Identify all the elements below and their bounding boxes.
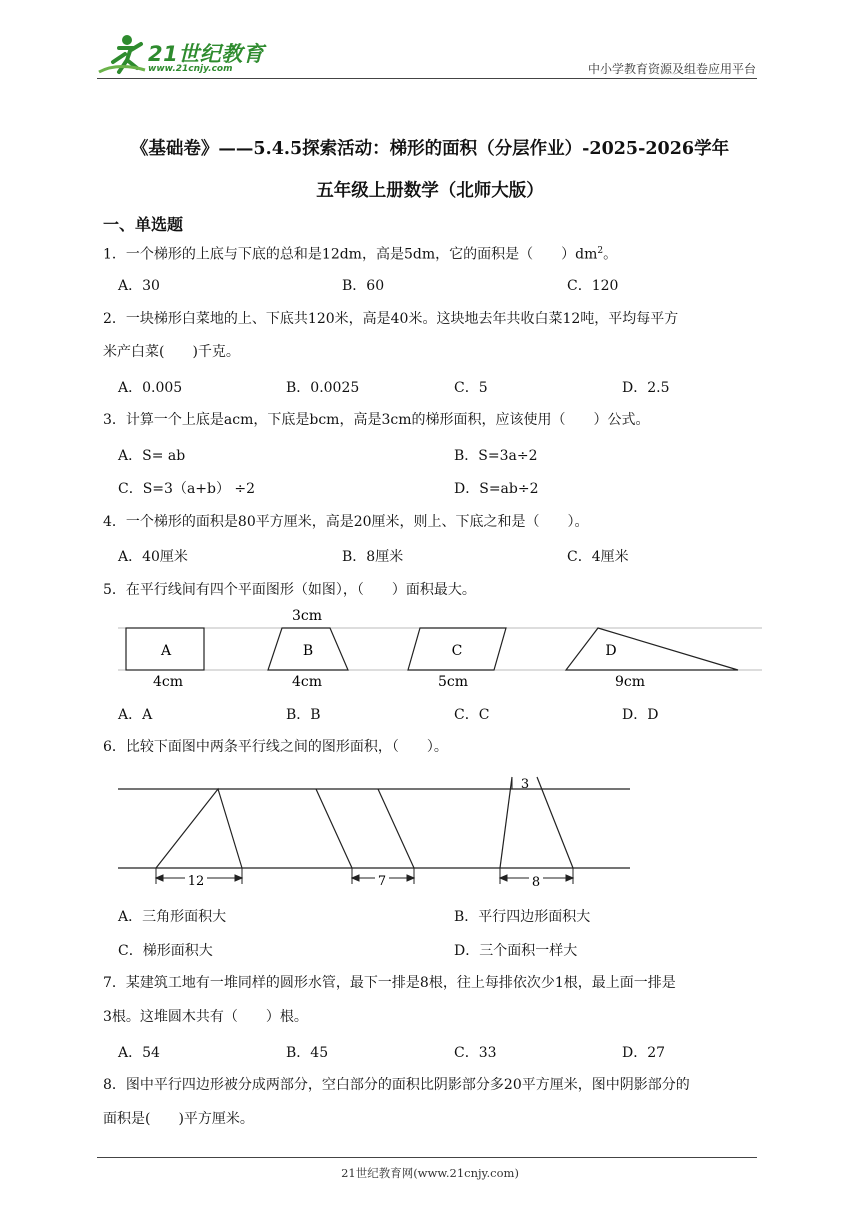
label-8: 8 [531, 875, 541, 890]
question-2-line2: 米产白菜( )千克。 [103, 344, 240, 360]
runner-logo-icon [97, 32, 147, 76]
q6-option-c[interactable]: C．梯形面积大 [118, 943, 213, 959]
q7-option-a[interactable]: A．54 [118, 1045, 160, 1061]
q6-option-b[interactable]: B．平行四边形面积大 [454, 909, 591, 925]
q3-option-b[interactable]: B．S=3a÷2 [454, 448, 538, 464]
trapezoid-shape [537, 777, 573, 868]
q6-option-a[interactable]: A．三角形面积大 [118, 909, 227, 925]
q5-option-c[interactable]: C．C [454, 707, 490, 723]
label-7: 7 [377, 874, 387, 889]
platform-label: 中小学教育资源及组卷应用平台 [587, 62, 756, 76]
q2-option-c[interactable]: C．5 [454, 380, 488, 396]
q5-option-d[interactable]: D．D [622, 707, 659, 723]
q2-option-b[interactable]: B．0.0025 [286, 380, 360, 396]
q4-option-c[interactable]: C．4厘米 [567, 549, 629, 565]
logo-url: www.21cnjy.com [148, 64, 233, 74]
q4-option-b[interactable]: B．8厘米 [342, 549, 404, 565]
page-title-line1: 《基础卷》——5.4.5探索活动：梯形的面积（分层作业）-2025-2026学年 [130, 139, 730, 159]
triangle-shape [156, 789, 242, 868]
bottom-c: 5cm [437, 674, 469, 690]
question-4: 4．一个梯形的面积是80平方厘米，高是20厘米，则上、下底之和是（ ）。 [103, 514, 589, 530]
q3-option-c[interactable]: C．S=3（a+b） ÷2 [118, 481, 256, 497]
label-c: C [451, 643, 463, 659]
footer-divider [97, 1157, 757, 1158]
q6-option-d[interactable]: D．三个面积一样大 [454, 943, 578, 959]
bottom-a: 4cm [152, 674, 184, 690]
question-6: 6．比较下面图中两条平行线之间的图形面积，（ ）。 [103, 739, 448, 755]
parallelogram-shape [378, 789, 414, 868]
question-1: 1．一个梯形的上底与下底的总和是12dm，高是5dm，它的面积是（ ）$dm^2$。 [103, 246, 618, 263]
q1-option-a[interactable]: A．30 [118, 278, 160, 294]
page-title-line2: 五年级上册数学（北师大版） [316, 181, 544, 201]
section-heading: 一、单选题 [103, 215, 184, 234]
question-8-line1: 8．图中平行四边形被分成两部分，空白部分的面积比阴影部分多20平方厘米，图中阴影部分的 [103, 1077, 690, 1093]
question-8-line2: 面积是( )平方厘米。 [103, 1111, 254, 1127]
logo-text: 21世纪教育 [148, 42, 265, 66]
bottom-b: 4cm [291, 674, 323, 690]
q6-figure [0, 770, 860, 892]
q2-option-d[interactable]: D．2.5 [622, 380, 670, 396]
shape-d-triangle [566, 628, 738, 670]
label-12: 12 [187, 874, 205, 889]
q5-figure [0, 600, 860, 700]
question-7-line1: 7．某建筑工地有一堆同样的圆形水管，最下一排是8根，往上每排依次少1根，最上面一排是 [103, 975, 676, 991]
q7-option-d[interactable]: D．27 [622, 1045, 666, 1061]
question-7-line2: 3根。这堆圆木共有（ ）根。 [103, 1009, 308, 1025]
q4-option-a[interactable]: A．40厘米 [118, 549, 188, 565]
q7-option-c[interactable]: C．33 [454, 1045, 497, 1061]
q3-option-d[interactable]: D．S=ab÷2 [454, 481, 539, 497]
q1-option-b[interactable]: B．60 [342, 278, 385, 294]
label-b: B [302, 643, 314, 659]
q7-option-b[interactable]: B．45 [286, 1045, 329, 1061]
header-divider [97, 78, 757, 79]
label-top: 3cm [291, 608, 323, 624]
q1-option-c[interactable]: C．120 [567, 278, 619, 294]
bottom-d: 9cm [614, 674, 646, 690]
q5-option-b[interactable]: B．B [286, 707, 321, 723]
question-3: 3．计算一个上底是acm，下底是bcm，高是3cm的梯形面积，应该使用（ ）公式。 [103, 412, 650, 428]
q5-option-a[interactable]: A．A [118, 707, 153, 723]
question-2-line1: 2．一块梯形白菜地的上、下底共120米，高是40米。这块地去年共收白菜12吨，平均每平方 [103, 311, 679, 327]
q3-option-a[interactable]: A．S= ab [118, 448, 186, 464]
footer-text[interactable]: 21世纪教育网(www.21cnjy.com) [341, 1166, 519, 1180]
label-3: 3 [520, 777, 530, 792]
q2-option-a[interactable]: A．0.005 [118, 380, 183, 396]
label-a: A [160, 643, 172, 659]
label-d: D [605, 643, 617, 659]
question-5: 5．在平行线间有四个平面图形（如图），（ ）面积最大。 [103, 582, 476, 598]
